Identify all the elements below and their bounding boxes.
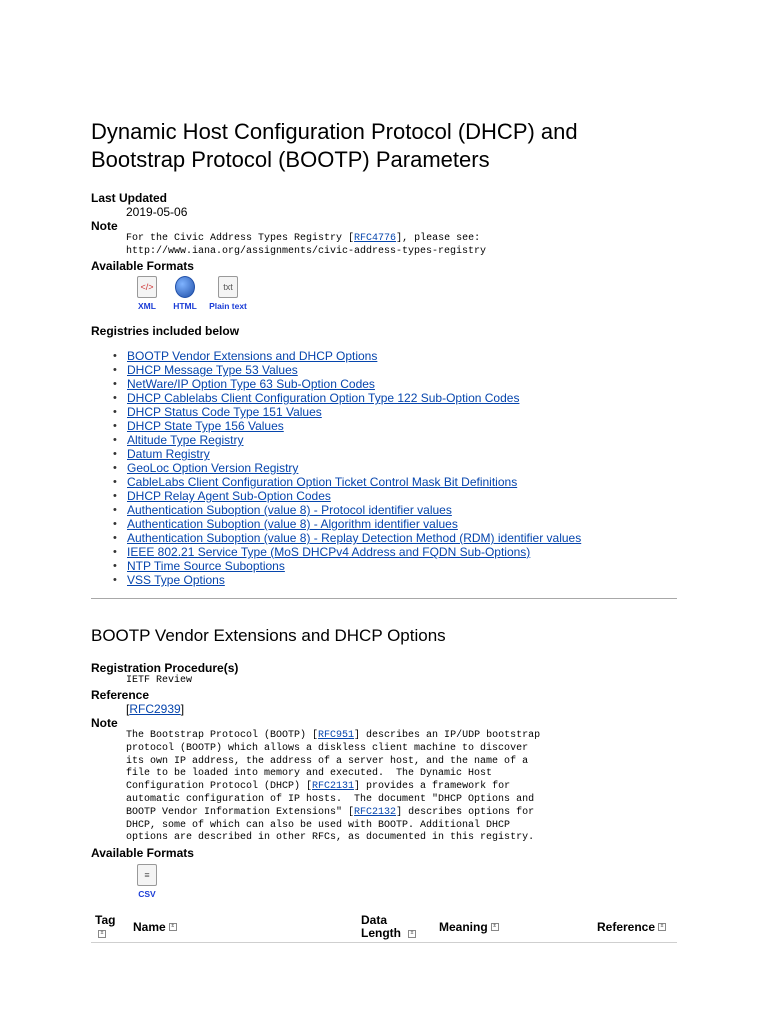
globe-icon xyxy=(175,276,195,298)
available-formats-label: Available Formats xyxy=(91,259,194,273)
list-item xyxy=(113,503,581,517)
sort-icon[interactable]: ± xyxy=(169,923,177,931)
registry-link[interactable]: Datum Registry xyxy=(127,447,210,461)
registry-link[interactable]: NTP Time Source Suboptions xyxy=(127,559,285,573)
options-table xyxy=(91,912,677,943)
column-header-data-length[interactable] xyxy=(357,912,435,943)
reference-label: Reference xyxy=(91,688,150,702)
registry-link[interactable]: DHCP Message Type 53 Values xyxy=(127,363,298,377)
registry-link[interactable]: DHCP State Type 156 Values xyxy=(127,419,284,433)
section-note-text xyxy=(126,730,540,845)
xml-format-link[interactable] xyxy=(131,276,163,311)
registry-link[interactable]: NetWare/IP Option Type 63 Sub-Option Codes xyxy=(127,377,375,391)
note-text xyxy=(126,233,486,259)
note-text-prefix: For the Civic Address Types Registry [ xyxy=(126,233,355,244)
registration-procedure-label: Registration Procedure(s) xyxy=(91,661,239,675)
rfc2939-link[interactable]: RFC2939 xyxy=(129,702,181,716)
registry-link[interactable]: DHCP Cablelabs Client Configuration Option Type 122 Sub-Option Codes xyxy=(127,391,520,405)
registry-link[interactable]: Authentication Suboption (value 8) - Algorithm identifier values xyxy=(127,517,458,531)
note-line: protocol (BOOTP) which allows a diskless client machine to discover xyxy=(126,742,529,754)
csv-format-label: CSV xyxy=(138,889,156,899)
section-formats-label: Available Formats xyxy=(91,846,194,860)
list-item xyxy=(113,377,581,391)
sort-icon[interactable]: ± xyxy=(491,923,499,931)
list-item xyxy=(113,489,581,503)
xml-file-icon: </> xyxy=(137,276,157,298)
list-item xyxy=(113,461,581,475)
section-divider xyxy=(91,598,677,599)
column-header-label: Name xyxy=(133,919,166,934)
section-title: BOOTP Vendor Extensions and DHCP Options xyxy=(91,626,446,645)
list-item xyxy=(113,447,581,461)
rfc951-link[interactable]: RFC951 xyxy=(318,730,355,741)
registry-link[interactable]: DHCP Relay Agent Sub-Option Codes xyxy=(127,489,331,503)
note-line: DHCP, some of which can also be used with BOOTP. Additional DHCP xyxy=(126,819,511,831)
sort-icon[interactable]: ± xyxy=(408,930,416,938)
page-title: Dynamic Host Configuration Protocol (DHCP) and Bootstrap Protocol (BOOTP) Parameters xyxy=(91,119,578,172)
registry-link[interactable]: Authentication Suboption (value 8) - Protocol identifier values xyxy=(127,503,452,517)
column-header-meaning[interactable] xyxy=(435,912,593,943)
registry-link[interactable]: Altitude Type Registry xyxy=(127,433,244,447)
last-updated-value: 2019-05-06 xyxy=(126,205,188,219)
list-item xyxy=(113,391,581,405)
rfc4776-link[interactable]: RFC4776 xyxy=(354,233,397,244)
rfc2132-link[interactable]: RFC2132 xyxy=(354,806,397,818)
table-header-row xyxy=(91,912,677,943)
note-line-text: ] describes an IP/UDP bootstrap xyxy=(354,730,541,741)
list-item xyxy=(113,419,581,433)
registry-link[interactable]: IEEE 802.21 Service Type (MoS DHCPv4 Address and FQDN Sub-Options) xyxy=(127,545,531,559)
html-format-link[interactable] xyxy=(169,276,201,311)
note-line-text: ] describes options for xyxy=(396,806,535,818)
note-line xyxy=(126,781,510,792)
section-note-label: Note xyxy=(91,716,118,730)
list-item xyxy=(113,363,581,377)
registry-link[interactable]: CableLabs Client Configuration Option Ticket Control Mask Bit Definitions xyxy=(127,475,518,489)
registry-link[interactable]: VSS Type Options xyxy=(127,573,225,587)
reference-bracket-close: ] xyxy=(180,702,185,716)
xml-format-label: XML xyxy=(138,301,156,311)
list-item xyxy=(113,517,581,531)
column-header-label: Data Length xyxy=(361,913,401,940)
registration-procedure-value: IETF Review xyxy=(126,675,193,686)
note-line: its own IP address, the address of a server host, and the name of a xyxy=(126,755,529,767)
html-format-label: HTML xyxy=(173,301,197,311)
registry-link[interactable]: BOOTP Vendor Extensions and DHCP Options xyxy=(127,349,378,363)
list-item xyxy=(113,405,581,419)
list-item xyxy=(113,573,581,587)
format-links xyxy=(131,276,249,311)
list-item xyxy=(113,531,581,545)
note-line: file to be loaded into memory and executed. The Dynamic Host xyxy=(126,768,493,780)
registry-link[interactable]: Authentication Suboption (value 8) - Replay Detection Method (RDM) identifier values xyxy=(127,531,582,545)
registry-link[interactable]: DHCP Status Code Type 151 Values xyxy=(127,405,322,419)
note-url: http://www.iana.org/assignments/civic-address-types-registry xyxy=(126,245,487,257)
note-line xyxy=(126,807,534,818)
list-item xyxy=(113,349,581,363)
note-line: options are described in other RFCs, as documented in this registry. xyxy=(126,832,535,844)
note-line-text: Configuration Protocol (DHCP) [ xyxy=(126,781,313,793)
registries-list xyxy=(113,349,581,587)
registries-heading: Registries included below xyxy=(91,324,240,338)
list-item xyxy=(113,559,581,573)
column-header-label: Meaning xyxy=(439,919,488,934)
note-line xyxy=(126,730,540,741)
registry-link[interactable]: GeoLoc Option Version Registry xyxy=(127,461,299,475)
txt-file-icon: txt xyxy=(218,276,238,298)
column-header-label: Reference xyxy=(597,919,656,934)
reference-bracket-open: [ xyxy=(126,702,130,716)
column-header-name[interactable] xyxy=(129,912,357,943)
plain-text-format-link[interactable] xyxy=(207,276,249,311)
column-header-tag[interactable] xyxy=(91,912,129,943)
sort-icon[interactable]: ± xyxy=(98,930,106,938)
csv-file-icon: ≡ xyxy=(137,864,157,886)
note-line-text: ] provides a framework for xyxy=(354,781,511,793)
sort-icon[interactable]: ± xyxy=(658,923,666,931)
column-header-reference[interactable] xyxy=(593,912,677,943)
note-label: Note xyxy=(91,219,118,233)
reference-value xyxy=(126,702,184,716)
list-item xyxy=(113,475,581,489)
rfc2131-link[interactable]: RFC2131 xyxy=(312,781,355,793)
csv-format-link[interactable] xyxy=(131,864,163,899)
note-line-text: BOOTP Vendor Information Extensions" [ xyxy=(126,806,355,818)
note-line: automatic configuration of IP hosts. The document "DHCP Options and xyxy=(126,793,535,805)
column-header-label: Tag xyxy=(95,913,116,927)
note-line-text: The Bootstrap Protocol (BOOTP) [ xyxy=(126,730,319,741)
last-updated-label: Last Updated xyxy=(91,191,168,205)
note-text-suffix: ], please see: xyxy=(396,233,481,244)
list-item xyxy=(113,545,581,559)
plain-text-format-label: Plain text xyxy=(209,301,247,311)
list-item xyxy=(113,433,581,447)
